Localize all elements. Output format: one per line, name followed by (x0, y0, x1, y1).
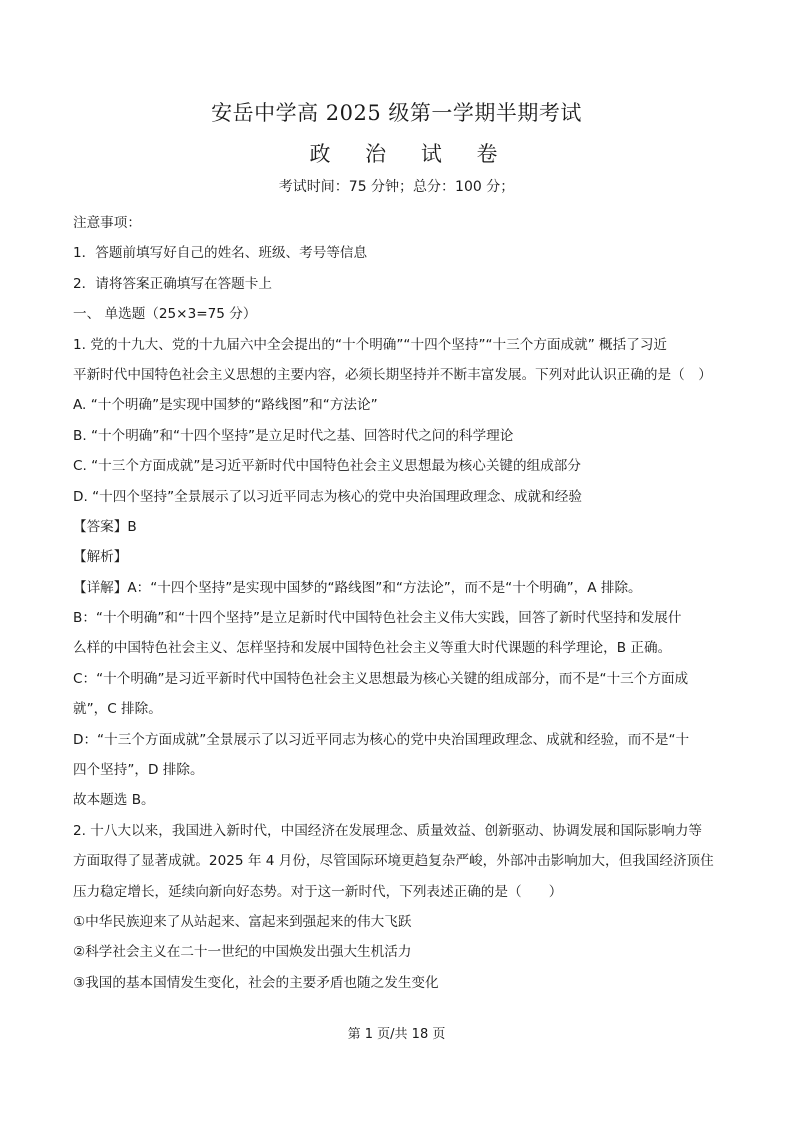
explanation-line: 四个坚持”，D 排除。 (73, 762, 204, 779)
question-2-stem: 2. 十八大以来，我国进入新时代，中国经济在发展理念、质量效益、创新驱动、协调发展和国际影响力等 (73, 822, 703, 839)
explanation-line: 么样的中国特色社会主义、怎样坚持和发展中国特色社会主义等重大时代课题的科学理论，B 正确。 (73, 640, 672, 657)
document-body (73, 208, 723, 998)
notice-heading: 注意事项： (73, 215, 141, 231)
option-a: A. “十个明确”是实现中国梦的“路线图”和“方法论” (73, 397, 378, 414)
answer-label: 【答案】B (73, 518, 137, 535)
option-b: B. “十个明确”和“十四个坚持”是立足时代之基、回答时代之问的科学理论 (73, 427, 514, 444)
statement-item: ①中华民族迎来了从站起来、富起来到强起来的伟大飞跃 (73, 913, 412, 930)
explanation-line: 【详解】A：“十四个坚持”是实现中国梦的“路线图”和“方法论”，而不是“十个明确”，A 排除。 (73, 579, 642, 596)
page-number: 第 1 页/共 18 页 (347, 1027, 446, 1042)
statement-item: ②科学社会主义在二十一世纪的中国焕发出强大生机活力 (73, 944, 412, 961)
exam-info: 考试时间：75 分钟；总分：100 分； (278, 179, 515, 195)
notice-item: 1．答题前填写好自己的姓名、班级、考号等信息 (73, 245, 368, 262)
exam-title: 安岳中学高 2025 级第一学期半期考试 (211, 101, 582, 125)
explanation-line: C：“十个明确”是习近平新时代中国特色社会主义思想最为核心关键的组成部分，而不是“十三个方面成 (73, 670, 689, 687)
analysis-label: 【解析】 (73, 549, 128, 566)
notice-item: 2．请将答案正确填写在答题卡上 (73, 275, 272, 292)
option-c: C. “十三个方面成就”是习近平新时代中国特色社会主义思想最为核心关键的组成部分 (73, 458, 581, 475)
option-d: D. “十四个坚持”全景展示了以习近平同志为核心的党中央治国理政理念、成就和经验 (73, 488, 582, 505)
explanation-line: B：“十个明确”和“十四个坚持”是立足新时代中国特色社会主义伟大实践，回答了新时代坚持和发展什 (73, 610, 682, 627)
question-1-stem: 1. 党的十九大、党的十九届六中全会提出的“十个明确”“十四个坚持”“十三个方面成就” 概括了习近 (73, 336, 668, 353)
subject-title: 政 治 试 卷 (309, 142, 512, 166)
explanation-line: 就”，C 排除。 (73, 701, 162, 718)
section-heading: 一、 单选题（25×3=75 分） (73, 306, 257, 323)
statement-item: ③我国的基本国情发生变化，社会的主要矛盾也随之发生变化 (73, 974, 439, 991)
conclusion-line: 故本题选 B。 (73, 792, 155, 809)
question-1-stem: 平新时代中国特色社会主义思想的主要内容，必须长期坚持并不断丰富发展。下列对此认识正确的是（ ） (73, 366, 712, 383)
explanation-line: D：“十三个方面成就”全景展示了以习近平同志为核心的党中央治国理政理念、成就和经验，而不是“十 (73, 731, 690, 748)
question-2-stem: 方面取得了显著成就。2025 年 4 月份，尽管国际环境更趋复杂严峻，外部冲击影响加大，但我国经济顶住 (73, 853, 714, 870)
question-2-stem: 压力稳定增长，延续向新向好态势。对于这一新时代，下列表述正确的是（ ） (73, 883, 563, 900)
